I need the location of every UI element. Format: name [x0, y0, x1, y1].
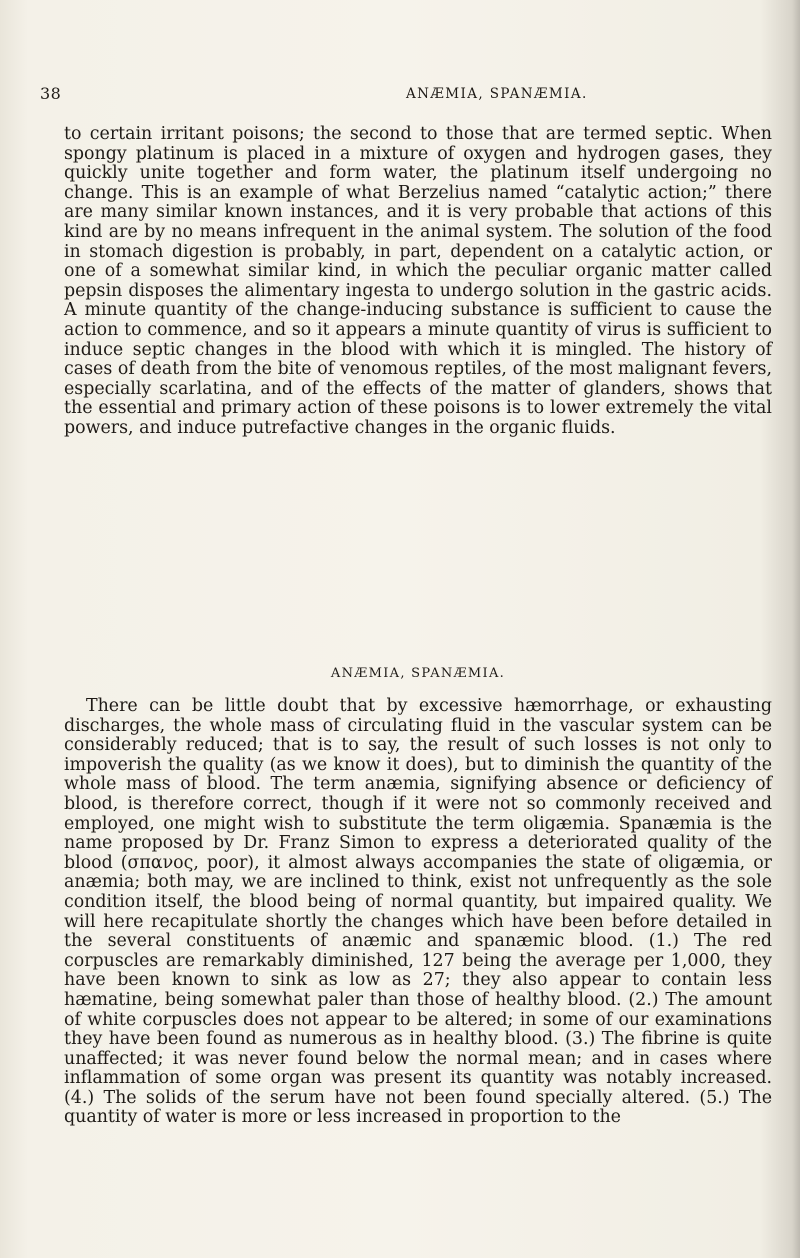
page-number: 38 — [40, 84, 62, 103]
body-paragraph-2: There can be little doubt that by excessive hæmorrhage, or exhausting discharges, the whole mass of circulating fluid in the vascular system can be considerably reduced; that is to say, the result of such losses is not only to impoverish the quality (as we know it does), but to diminish the quantity of the whole mass of blood. The term anæmia, signifying absence or deficiency of blood, is therefore correct, though if it were not so commonly received and employed, one might wish to substitute the term oligæmia. Spanæmia is the name proposed by Dr. Franz Simon to express a deteriorated quality of the blood (σπανος, poor), it almost always accompanies the state of oligæmia, or anæmia; both may, we are inclined to think, exist not unfrequently as the sole condition itself, the blood being of normal quantity, but impaired quality. We will here recapitulate shortly the changes which have been before detailed in the several constituents of anæmic and spanæmic blood. (1.) The red corpuscles are remarkably diminished, 127 being the average per 1,000, they have been known to sink as low as 27; they also appear to contain less hæmatine, being somewhat paler than those of healthy blood. (2.) The amount of white corpuscles does not appear to be altered; in some of our examinations they have been found as numerous as in healthy blood. (3.) The fibrine is quite unaffected; it was never found below the normal mean; and in cases where inflammation of some organ was present its quantity was notably increased. (4.) The solids of the serum have not been found specially altered. (5.) The quantity of water is more or less increased in proportion to the — [64, 696, 772, 1128]
section-heading: ANÆMIA, SPANÆMIA. — [330, 666, 506, 681]
page-header — [0, 84, 800, 108]
running-head: ANÆMIA, SPANÆMIA. — [406, 86, 588, 102]
body-paragraph-1: to certain irritant poisons; the second to those that are termed septic. When spongy platinum is placed in a mixture of oxygen and hydrogen gases, they quickly unite together and form water, the platinum itself undergoing no change. This is an example of what Berzelius named “catalytic action;” there are many similar known instances, and it is very probable that actions of this kind are by no means infrequent in the animal system. The solution of the food in stomach digestion is probably, in part, dependent on a catalytic action, or one of a somewhat similar kind, in which the peculiar organic matter called pepsin disposes the alimentary ingesta to undergo solution in the gastric acids. A minute quantity of the change-inducing substance is sufficient to cause the action to commence, and so it appears a minute quantity of virus is sufficient to induce septic changes in the blood with which it is mingled. The history of cases of death from the bite of venomous reptiles, of the most malignant fevers, especially scarlatina, and of the effects of the matter of glanders, shows that the essential and primary action of these poisons is to lower extremely the vital powers, and induce putrefactive changes in the organic fluids. — [64, 124, 772, 438]
